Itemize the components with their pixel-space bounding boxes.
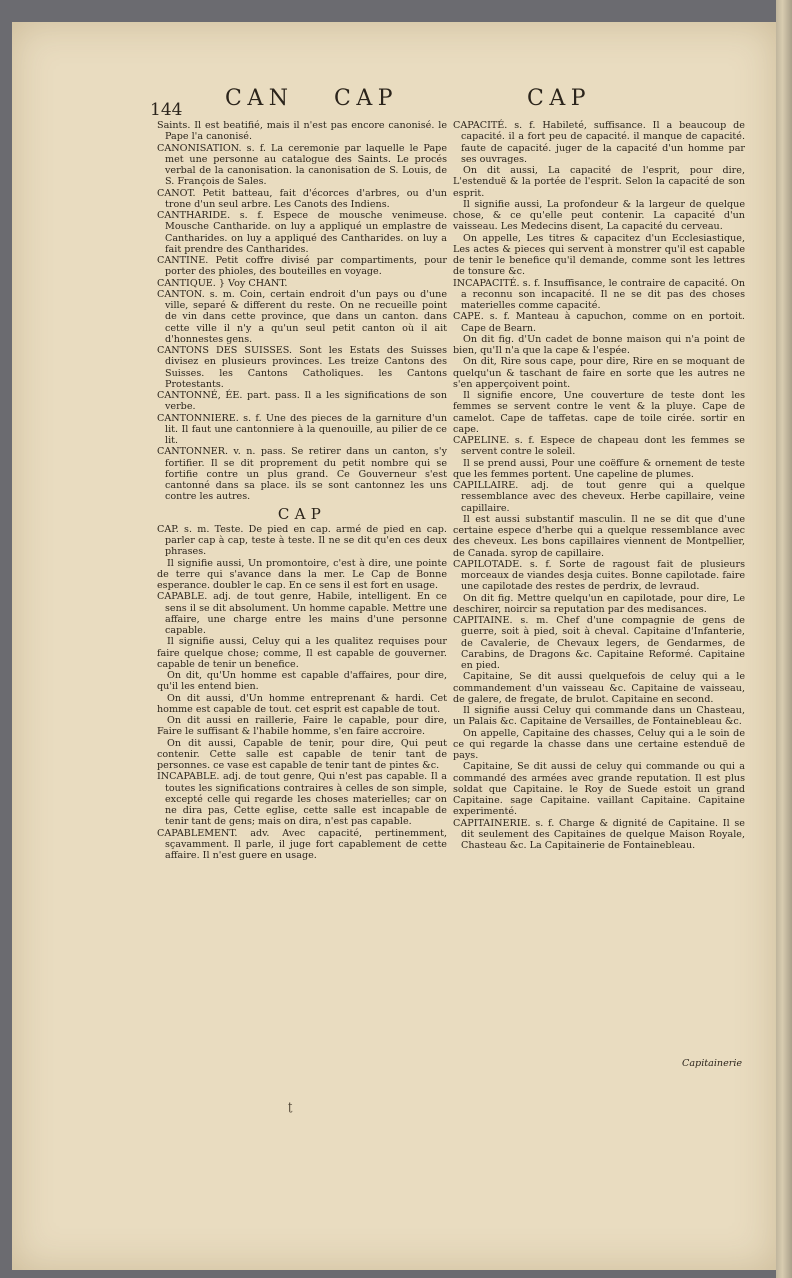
dictionary-entry: Saints. Il est beatifié, mais il n'est pas encore canonisé. le Pape l'a canonisé. [157,120,447,143]
dictionary-paragraph: On dit, Rire sous cape, pour dire, Rire en se moquant de quelqu'un & taschant de faire en sorte que les autres ne s'en apperçoivent point. [453,356,745,390]
page-number: 144 [150,100,183,120]
dictionary-paragraph: On dit fig. Mettre quelqu'un en capilotade, pour dire, Le deschirer, noircir sa reputation par des medisances. [453,592,745,615]
dictionary-paragraph: Capitaine, Se dit aussi quelquefois de celuy qui a le commandement d'un vaisseau &c. Capitaine de vaisseau, de galere, de fregate, de brulot. Capitaine en second. [453,671,745,705]
running-head-left-can: CAN [225,86,294,111]
dictionary-entry: CAPILOTADE. s. f. Sorte de ragoust fait de plusieurs morceaux de viandes desja cuites. Bonne capilotade. faire une capilotade des restes de perdrix, de levraud. [453,558,745,593]
dictionary-paragraph: On appelle, Capitaine des chasses, Celuy qui a le soin de ce qui regarde la chasse dans une certaine estenduë de pays. [453,727,745,761]
dictionary-entry: CANTONNER. v. n. pass. Se retirer dans un canton, s'y fortifier. Il se dit proprement du petit nombre qui se fortifie contre un plus grand. Ce Gouverneur s'est cantonné dans sa place. ils se sont cantonnez les uns contre les autres. [157,446,447,503]
dictionary-paragraph: On appelle, Les titres & capacitez d'un Ecclesiastique, Les actes & pieces qui servent à monstrer qu'il est capable de tenir le benefice qu'il demande, comme sont les lettres de tonsure &c. [453,232,745,278]
dictionary-entry: CANTINE. Petit coffre divisé par compartiments, pour porter des phioles, des bouteilles en voyage. [157,255,447,278]
dictionary-entry: INCAPACITÉ. s. f. Insuffisance, le contraire de capacité. On a reconnu son incapacité. Il ne se dit pas des choses materielles comme capacité. [453,277,745,311]
page-edge [776,0,792,1278]
dictionary-entry: CANTON. s. m. Coin, certain endroit d'un pays ou d'une ville, separé & different du reste. On ne recueille point de vin dans cette province, que dans un canton. dans cette ville il n'y a qu'un seul petit canton où il ait d'honnestes gens. [157,288,447,345]
dictionary-paragraph: On dit aussi, Capable de tenir, pour dire, Qui peut contenir. Cette salle est capable de tenir tant de personnes. ce vase est capable de tenir tant de pintes &c. [157,737,447,771]
dictionary-paragraph: Il signifie encore, Une couverture de teste dont les femmes se servent contre le vent & la pluye. Cape de camelot. Cape de taffetas. cape de toile cirée. sortir en cape. [453,390,745,435]
dictionary-entry: CANTONS DES SUISSES. Sont les Estats des Suisses divisez en plusieurs provinces. Les treize Cantons des Suisses. les Cantons Catholiques. les Cantons Protestants. [157,345,447,390]
dictionary-paragraph: Il est aussi substantif masculin. Il ne se dit que d'une certaine espece d'herbe qui a quelque ressemblance avec des cheveux. Les bons capillaires viennent de Montpellier, de Canada. syrop de capillaire. [453,513,745,559]
catchword: Capitainerie [682,1058,743,1069]
dictionary-paragraph: Il signifie aussi, Un promontoire, c'est à dire, une pointe de terre qui s'avance dans la mer. Le Cap de Bonne esperance. doubler le cap. En ce sens il est fort en usage. [157,557,447,591]
dictionary-paragraph: Il signifie aussi, Celuy qui a les qualitez requises pour faire quelque chose; comme, Il est capable de gouverner. capable de tenir un benefice. [157,636,447,670]
dictionary-paragraph: On dit fig. d'Un cadet de bonne maison qui n'a point de bien, qu'Il n'a que la cape & l'espée. [453,333,745,356]
dictionary-entry: CAPE. s. f. Manteau à capuchon, comme on en portoit. Cape de Bearn. [453,311,745,334]
running-head-left-cap: CAP [334,86,399,111]
dictionary-entry: CAPACITÉ. s. f. Habileté, suffisance. Il a beaucoup de capacité. il a fort peu de capacité. il manque de capacité. faute de capacité. juger de la capacité d'un homme par ses ouvrages. [453,120,745,165]
dictionary-paragraph: On dit aussi, La capacité de l'esprit, pour dire, L'estenduë & la portée de l'esprit. Selon la capacité de son esprit. [453,165,745,199]
dictionary-entry: CANTIQUE. } Voy CHANT. [157,277,288,289]
dictionary-entry: CAPITAINERIE. s. f. Charge & dignité de Capitaine. Il se dit seulement des Capitaines de quelque Maison Royale, Chasteau &c. La Capitainerie de Fontainebleau. [453,817,745,851]
dictionary-entry: CAPABLEMENT. adv. Avec capacité, pertinemment, sçavamment. Il parle, il juge fort capablement de cette affaire. Il n'est guere en usage. [157,827,447,861]
dictionary-paragraph: Il se prend aussi, Pour une coëffure & ornement de teste que les femmes portent. Une capeline de plumes. [453,457,745,480]
dictionary-entry: CANTHARIDE. s. f. Espece de mousche venimeuse. Mousche Cantharide. on luy a appliqué un emplastre de Cantharides. on luy a appliqué des Cantharides. on luy a fait prendre des Cantharides. [157,210,447,255]
dictionary-paragraph: On dit aussi en raillerie, Faire le capable, pour dire, Faire le suffisant & l'habile homme, s'en faire accroire. [157,715,447,738]
dictionary-paragraph: On dit aussi, d'Un homme entreprenant & hardi. Cet homme est capable de tout. cet esprit est capable de tout. [157,692,447,715]
dictionary-entry: CANOT. Petit batteau, fait d'écorces d'arbres, ou d'un trone d'un seul arbre. Les Canots des Indiens. [157,187,447,210]
dictionary-entry: CANONISATION. s. f. La ceremonie par laquelle le Pape met une personne au catalogue des Saints. Le procés verbal de la canonisation. la canonisation de S. Louis, de S. François de Sales. [157,142,447,188]
dictionary-entry: CANTONNÉ, ÉE. part. pass. Il a les significations de son verbe. [157,390,447,413]
dictionary-paragraph: Il signifie aussi Celuy qui commande dans un Chasteau, un Palais &c. Capitaine de Versailles, de Fontainebleau &c. [453,705,745,728]
dictionary-paragraph: On dit, qu'Un homme est capable d'affaires, pour dire, qu'il les entend bien. [157,670,447,693]
dictionary-entry: CAPABLE. adj. de tout genre, Habile, intelligent. En ce sens il se dit absolument. Un homme capable. Mettre une affaire, une charge entre les mains d'une personne capable. [157,591,447,636]
section-heading: CAP [277,504,327,523]
dictionary-paragraph: Capitaine, Se dit aussi de celuy qui commande ou qui a commandé des armées avec grande reputation. Il est plus soldat que Capitaine. le Roy de Suede estoit un grand Capitaine. sage Capitaine. vaillant Capitaine. Capitaine experimenté. [453,761,745,818]
dictionary-entry: INCAPABLE. adj. de tout genre, Qui n'est pas capable. Il a toutes les significations contraires à celles de son simple, excepté celle qui regarde les choses materielles; car on ne dira pas, Cette eglise, cette salle est incapable de tenir tant de gens; mais on dira, n'est pas capable. [157,771,447,828]
dictionary-entry: CAPILLAIRE. adj. de tout genre qui a quelque ressemblance avec des cheveux. Herbe capillaire, veine capillaire. [453,480,745,514]
right-column [453,120,745,851]
dictionary-paragraph: Il signifie aussi, La profondeur & la largeur de quelque chose, & ce qu'elle peut contenir. La capacité d'un vaisseau. Les Medecins disent, La capacité du cerveau. [453,198,745,233]
dictionary-entry: CAPELINE. s. f. Espece de chapeau dont les femmes se servent contre le soleil. [453,435,745,458]
dictionary-entry: CAP. s. m. Teste. De pied en cap. armé de pied en cap. parler cap à cap, teste à teste. Il ne se dit qu'en ces deux phrases. [157,523,447,558]
printer-mark: ʈ [288,1100,293,1113]
dictionary-entry: CANTONNIERE. s. f. Une des pieces de la garniture d'un lit. Il faut une cantonniere à la quenouille, au pilier de ce lit. [157,412,447,446]
running-head-right-cap: CAP [527,86,592,111]
dictionary-entry: CAPITAINE. s. m. Chef d'une compagnie de gens de guerre, soit à pied, soit à cheval. Capitaine d'Infanterie, de Cavalerie, de Chevaux legers, de Gendarmes, de Carabins, de Dragons &c. Capitaine Reformé. Capitaine en pied. [453,615,745,671]
left-column [157,120,447,861]
